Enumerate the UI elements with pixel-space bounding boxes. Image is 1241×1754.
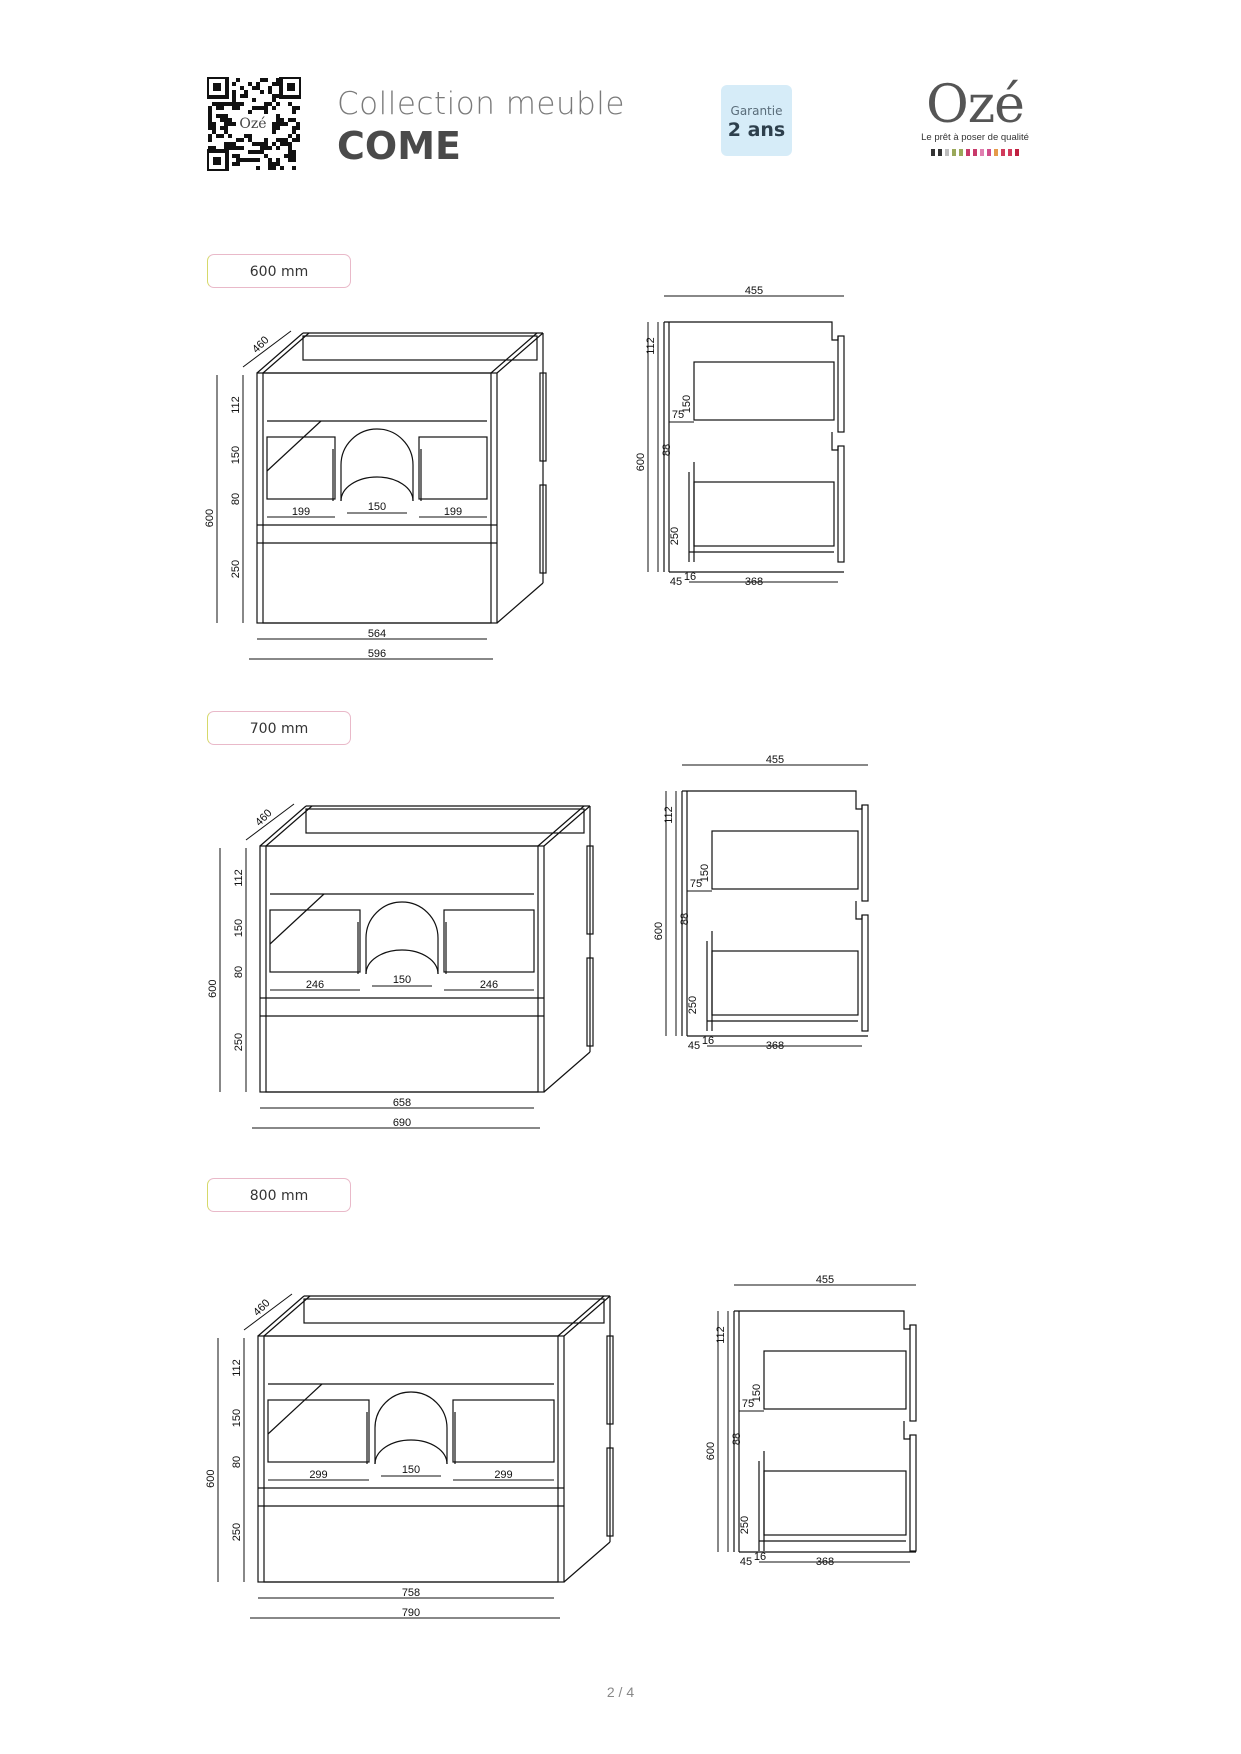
dimension-side-h2: 150 xyxy=(699,863,711,883)
dimension-h2: 150 xyxy=(230,445,242,465)
cabinet-back-rail xyxy=(306,809,584,833)
dimension-side-offset: 75 xyxy=(671,409,685,421)
dimension-side-bottom-a: 45 xyxy=(687,1040,701,1052)
dimension-side-drawer-depth: 368 xyxy=(815,1556,835,1568)
dimension-side-h1: 112 xyxy=(645,337,657,355)
dimension-side-h4: 250 xyxy=(687,995,699,1015)
side-upper-drawer-box xyxy=(712,831,858,889)
cabinet-bottom-side-edge xyxy=(544,1052,590,1092)
side-lower-drawer-box xyxy=(712,951,858,1015)
tray-left-edge xyxy=(270,894,324,944)
dimension-side-bottom-a: 45 xyxy=(739,1556,753,1568)
dimension-side-h2: 150 xyxy=(681,394,693,414)
cabinet-bottom-side-edge xyxy=(497,583,543,623)
dimension-h3: 80 xyxy=(233,965,245,979)
side-upper-drawer-front xyxy=(910,1325,916,1421)
dimension-h3: 80 xyxy=(231,1455,243,1469)
dimension-drawer-left: 299 xyxy=(309,1469,328,1481)
dimension-h2: 150 xyxy=(231,1408,243,1428)
drawer-left xyxy=(267,437,335,499)
dimension-drawer-left: 199 xyxy=(291,506,311,518)
dimension-h2: 150 xyxy=(233,918,245,938)
dimension-h4: 250 xyxy=(231,1522,243,1542)
cabinet-bottom-side-edge xyxy=(564,1542,610,1582)
dimension-h4: 250 xyxy=(230,559,242,579)
dimension-h1: 112 xyxy=(233,869,245,887)
dimension-drawer-right: 246 xyxy=(479,979,499,991)
cabinet-top-left-edge xyxy=(263,333,309,373)
cabinet-top-left-edge xyxy=(264,1296,310,1336)
side-lower-drawer-front xyxy=(862,915,868,1031)
side-lower-drawer-box xyxy=(694,482,834,546)
warranty-label: Garantie xyxy=(730,104,783,118)
dimension-side-depth: 455 xyxy=(765,754,785,766)
drawer-left xyxy=(270,910,360,972)
drawer-left xyxy=(268,1400,369,1462)
dimension-depth: 460 xyxy=(251,1297,273,1319)
sink-cutout-inner xyxy=(341,477,413,501)
cabinet-top-right-edge xyxy=(491,333,537,373)
side-top-outline xyxy=(682,791,862,809)
dimension-side-bottom-b: 16 xyxy=(683,571,697,583)
drawer-right xyxy=(453,1400,554,1462)
dimension-depth: 460 xyxy=(253,807,275,829)
page-number: 2 / 4 xyxy=(606,1684,635,1700)
dimension-sink: 150 xyxy=(367,501,387,513)
cabinet-front-frame xyxy=(258,1336,564,1582)
dimension-side-height: 600 xyxy=(635,452,647,472)
dimension-side-h3: 88 xyxy=(731,1432,743,1446)
cabinet-front-inner xyxy=(266,846,538,1092)
dimension-height-total: 600 xyxy=(205,1469,217,1488)
dimension-sink: 150 xyxy=(401,1464,421,1476)
tray-left-edge xyxy=(268,1384,322,1434)
cabinet-top-right-edge xyxy=(544,806,590,846)
side-lower-drawer-front xyxy=(910,1435,916,1551)
dimension-h1: 112 xyxy=(230,396,242,414)
dimension-depth: 460 xyxy=(250,334,272,356)
cabinet-front-inner xyxy=(264,1336,558,1582)
side-upper-drawer-front xyxy=(862,805,868,901)
dimension-side-drawer-depth: 368 xyxy=(744,576,764,588)
side-mid-outline xyxy=(856,901,862,919)
sink-cutout xyxy=(341,429,413,501)
sink-cutout xyxy=(375,1392,447,1464)
dimension-drawer-right: 199 xyxy=(443,506,463,518)
dimension-side-h4: 250 xyxy=(669,526,681,546)
dimension-side-bottom-a: 45 xyxy=(669,576,683,588)
dimension-side-h4: 250 xyxy=(739,1515,751,1535)
cabinet-front-frame xyxy=(257,373,497,623)
dimension-side-h1: 112 xyxy=(715,1326,727,1344)
dimension-side-h1: 112 xyxy=(663,806,675,824)
size-label-700: 700 mm xyxy=(207,711,351,745)
side-upper-drawer-box xyxy=(694,362,834,420)
brand-tagline: Le prêt à poser de qualité xyxy=(921,132,1029,143)
cabinet-top-right-edge xyxy=(497,333,543,373)
dimension-side-height: 600 xyxy=(653,921,665,941)
size-label-600: 600 mm xyxy=(207,254,351,288)
collection-name: COME xyxy=(337,124,461,168)
side-lower-drawer-front xyxy=(838,446,844,562)
dimension-drawer-right: 299 xyxy=(494,1469,513,1481)
sink-cutout-inner xyxy=(366,950,438,974)
dimension-inner-width: 758 xyxy=(401,1587,421,1599)
dimension-side-h3: 88 xyxy=(661,443,673,457)
dimension-outer-width: 790 xyxy=(401,1607,421,1619)
cabinet-top-left-edge xyxy=(266,806,312,846)
side-upper-drawer-box xyxy=(764,1351,906,1409)
dimension-side-h3: 88 xyxy=(679,912,691,926)
sink-cutout xyxy=(366,902,438,974)
dimension-side-offset: 75 xyxy=(741,1398,755,1410)
dimension-sink: 150 xyxy=(392,974,412,986)
dimension-h3: 80 xyxy=(230,492,242,506)
dimension-inner-width: 658 xyxy=(392,1097,412,1109)
brand-name: Ozé xyxy=(926,75,1024,135)
drawer-right xyxy=(444,910,534,972)
collection-label: Collection meuble xyxy=(337,86,625,122)
side-top-outline xyxy=(734,1311,910,1329)
dimension-height-total: 600 xyxy=(204,508,216,528)
drawer-right xyxy=(419,437,487,499)
qr-logo-text: Ozé xyxy=(239,116,267,132)
dimension-h1: 112 xyxy=(231,1359,243,1377)
side-mid-outline xyxy=(904,1421,910,1439)
cabinet-front-frame xyxy=(260,846,544,1092)
sink-cutout-inner xyxy=(375,1440,447,1464)
warranty-value: 2 ans xyxy=(727,119,786,141)
dimension-side-bottom-b: 16 xyxy=(753,1551,767,1563)
cabinet-top-right-edge xyxy=(538,806,584,846)
side-top-outline xyxy=(664,322,838,340)
dimension-side-depth: 455 xyxy=(815,1274,835,1286)
dimension-height-total: 600 xyxy=(207,979,219,998)
cabinet-back-rail xyxy=(304,1299,604,1323)
dimension-h4: 250 xyxy=(233,1032,245,1052)
cabinet-front-inner xyxy=(263,373,491,623)
dimension-outer-width: 596 xyxy=(367,648,387,660)
dimension-side-bottom-b: 16 xyxy=(701,1035,715,1047)
cabinet-top-right-edge xyxy=(558,1296,604,1336)
dimension-side-offset: 75 xyxy=(689,878,703,890)
size-label-800: 800 mm xyxy=(207,1178,351,1212)
side-lower-drawer-box xyxy=(764,1471,906,1535)
side-mid-outline xyxy=(832,432,838,450)
tray-left-edge xyxy=(267,421,321,471)
dimension-side-drawer-depth: 368 xyxy=(765,1040,785,1052)
cabinet-back-rail xyxy=(303,336,537,360)
side-upper-drawer-front xyxy=(838,336,844,432)
dimension-side-depth: 455 xyxy=(744,285,764,297)
dimension-side-height: 600 xyxy=(705,1441,717,1461)
dimension-inner-width: 564 xyxy=(367,628,387,640)
cabinet-top-right-edge xyxy=(564,1296,610,1336)
dimension-outer-width: 690 xyxy=(392,1117,412,1129)
dimension-drawer-left: 246 xyxy=(305,979,325,991)
dimension-side-h2: 150 xyxy=(751,1383,763,1403)
